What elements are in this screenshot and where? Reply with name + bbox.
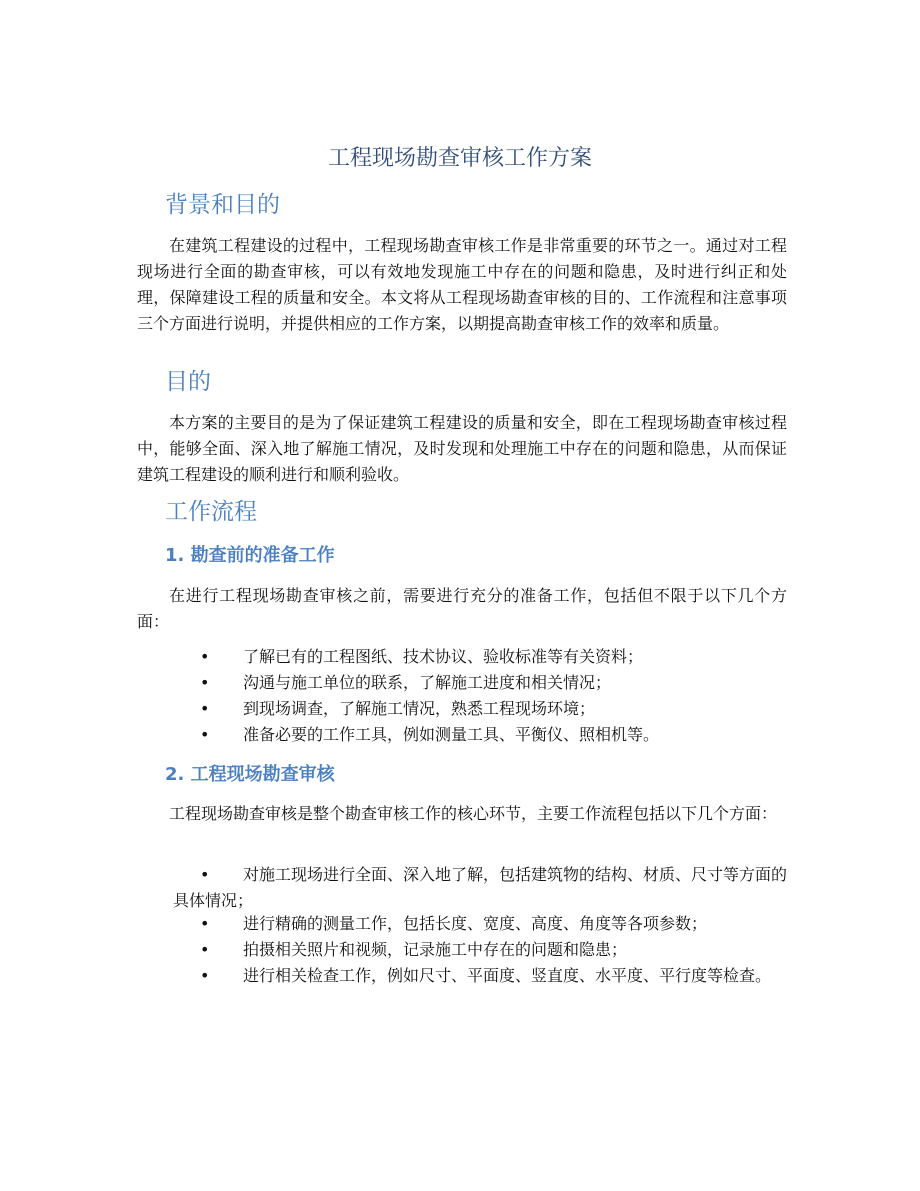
list-item [173, 911, 787, 937]
list-item-text: 沟通与施工单位的联系，了解施工进度和相关情况； [243, 673, 612, 692]
bullet-glyph: • [200, 699, 210, 718]
list-item-text: 拍摄相关照片和视频，记录施工中存在的问题和隐患； [243, 940, 628, 959]
list-item [173, 644, 787, 670]
bullet-glyph: • [200, 966, 210, 985]
paragraph-purpose: 本方案的主要目的是为了保证建筑工程建设的质量和安全，即在工程现场勘查审核过程中，能够全面、深入地了解施工情况，及时发现和处理施工中存在的问题和隐患，从而保证建筑工程建设的顺利进行和顺利验收。 [137, 413, 787, 484]
list-item-text: 进行精确的测量工作，包括长度、宽度、高度、角度等各项参数； [243, 914, 708, 933]
list-item [173, 670, 787, 696]
list-item [173, 937, 787, 963]
bullet-glyph: • [200, 914, 210, 933]
list-item [173, 862, 787, 914]
heading-workflow: 工作流程 [165, 499, 257, 525]
bullet-glyph: • [200, 865, 210, 884]
bullet-glyph: • [200, 940, 210, 959]
list-item-text: 进行相关检查工作，例如尺寸、平面度、竖直度、水平度、平行度等检查。 [243, 966, 772, 985]
list-item [173, 722, 787, 748]
list-item-text: 对施工现场进行全面、深入地了解，包括建筑物的结构、材质、尺寸等方面的具体情况； [173, 865, 788, 910]
document-title: 工程现场勘查审核工作方案 [327, 146, 592, 171]
subheading-inspection: 2. 工程现场勘查审核 [165, 764, 335, 785]
paragraph-preparation: 在进行工程现场勘查审核之前，需要进行充分的准备工作，包括但不限于以下几个方面： [137, 586, 787, 631]
list-item-text: 到现场调查，了解施工情况，熟悉工程现场环境； [243, 699, 596, 718]
paragraph-inspection: 工程现场勘查审核是整个勘查审核工作的核心环节，主要工作流程包括以下几个方面： [169, 804, 778, 823]
bullet-glyph: • [200, 673, 210, 692]
list-item-text: 准备必要的工作工具，例如测量工具、平衡仪、照相机等。 [243, 725, 660, 744]
bullet-glyph: • [200, 725, 210, 744]
list-item [173, 696, 787, 722]
list-item [173, 963, 787, 989]
heading-purpose: 目的 [165, 369, 211, 395]
bullet-glyph: • [200, 647, 210, 666]
paragraph-background: 在建筑工程建设的过程中，工程现场勘查审核工作是非常重要的环节之一。通过对工程现场进行全面的勘查审核，可以有效地发现施工中存在的问题和隐患，及时进行纠正和处理，保障建设工程的质量和安全。本文将从工程现场勘查审核的目的、工作流程和注意事项三个方面进行说明，并提供相应的工作方案，以期提高勘查审核工作的效率和质量。 [137, 236, 787, 333]
subheading-preparation: 1. 勘查前的准备工作 [165, 545, 335, 566]
list-item-text: 了解已有的工程图纸、技术协议、验收标准等有关资料； [243, 647, 644, 666]
heading-background: 背景和目的 [165, 192, 280, 218]
